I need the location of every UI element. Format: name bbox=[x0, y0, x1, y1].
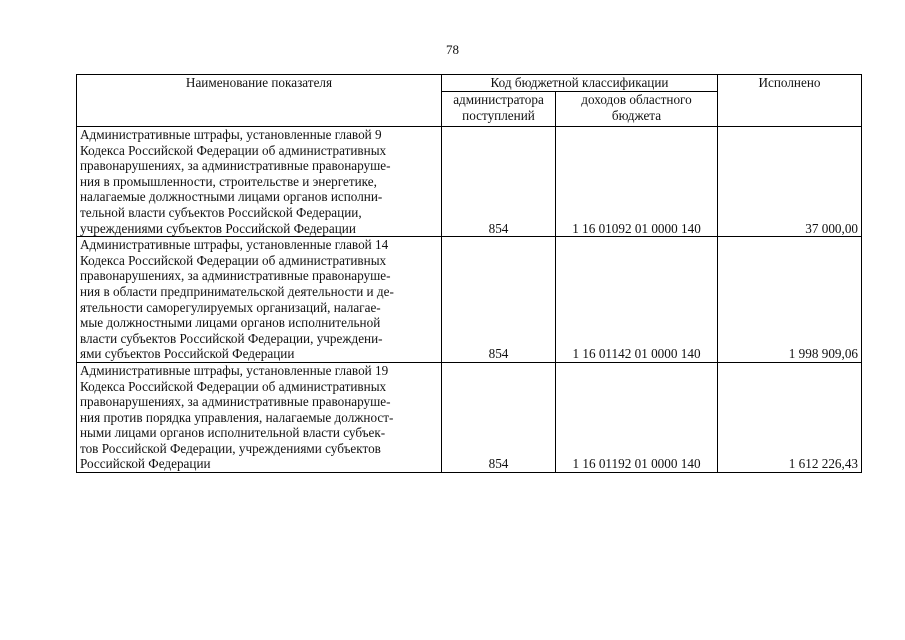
executed-amount-cell: 37 000,00 bbox=[718, 127, 862, 237]
indicator-name-line: ятельности саморегулируемых организаций, налагае- bbox=[80, 299, 381, 315]
table-body bbox=[77, 127, 862, 473]
indicator-name-line: тельной власти субъектов Российской Федерации, bbox=[80, 204, 362, 220]
indicator-name-line: тов Российской Федерации, учреждениями субъектов bbox=[80, 440, 381, 456]
budget-table bbox=[76, 74, 862, 473]
indicator-name-cell bbox=[77, 237, 442, 363]
indicator-name-line: Кодекса Российской Федерации об административных bbox=[80, 378, 387, 394]
indicator-name-line: Административные штрафы, установленные главой 9 bbox=[80, 127, 382, 142]
page-number: 78 bbox=[446, 42, 459, 57]
indicator-name-line: власти субъектов Российской Федерации, учреждени- bbox=[80, 330, 383, 346]
indicator-name-line: налагаемые должностными лицами органов исполни- bbox=[80, 189, 383, 205]
indicator-name-line: мые должностными лицами органов исполнительной bbox=[80, 315, 381, 331]
header-income-code: доходов областного бюджета bbox=[556, 92, 718, 127]
indicator-name-line: ния в области предпринимательской деятельности и де- bbox=[80, 283, 394, 299]
income-code-cell: 1 16 01192 01 0000 140 bbox=[556, 362, 718, 472]
admin-code-cell: 854 bbox=[442, 127, 556, 237]
income-code-cell: 1 16 01092 01 0000 140 bbox=[556, 127, 718, 237]
header-indicator-name: Наименование показателя bbox=[77, 75, 442, 127]
executed-amount-cell: 1 612 226,43 bbox=[718, 362, 862, 472]
indicator-name-line: Российской Федерации bbox=[80, 456, 211, 472]
indicator-name-line: Кодекса Российской Федерации об административных bbox=[80, 252, 387, 268]
indicator-name-line: учреждениями субъектов Российской Федерации bbox=[80, 220, 356, 236]
admin-code-cell: 854 bbox=[442, 362, 556, 472]
header-budget-code: Код бюджетной классификации bbox=[442, 75, 718, 92]
indicator-name-line: правонарушениях, за административные правонаруше- bbox=[80, 158, 391, 174]
table-row bbox=[77, 127, 862, 237]
indicator-name-cell bbox=[77, 362, 442, 472]
indicator-name-line: ния в промышленности, строительстве и энергетике, bbox=[80, 173, 377, 189]
admin-code-cell: 854 bbox=[442, 237, 556, 363]
indicator-name-line: Кодекса Российской Федерации об административных bbox=[80, 142, 387, 158]
header-admin-code: администратора поступлений bbox=[442, 92, 556, 127]
indicator-name-line: правонарушениях, за административные правонаруше- bbox=[80, 268, 391, 284]
indicator-name-line: ями субъектов Российской Федерации bbox=[80, 346, 295, 362]
indicator-name-line: ными лицами органов исполнительной власти субъек- bbox=[80, 425, 386, 441]
table-row bbox=[77, 362, 862, 472]
indicator-name-line: ния против порядка управления, налагаемые должност- bbox=[80, 409, 394, 425]
indicator-name-line: Административные штрафы, установленные главой 14 bbox=[80, 237, 389, 253]
executed-amount-cell: 1 998 909,06 bbox=[718, 237, 862, 363]
indicator-name-line: Административные штрафы, установленные главой 19 bbox=[80, 362, 389, 378]
income-code-cell: 1 16 01142 01 0000 140 bbox=[556, 237, 718, 363]
indicator-name-cell bbox=[77, 127, 442, 237]
header-executed: Исполнено bbox=[718, 75, 862, 127]
header-row bbox=[77, 75, 862, 92]
indicator-name-line: правонарушениях, за административные правонаруше- bbox=[80, 394, 391, 410]
table-row bbox=[77, 237, 862, 363]
